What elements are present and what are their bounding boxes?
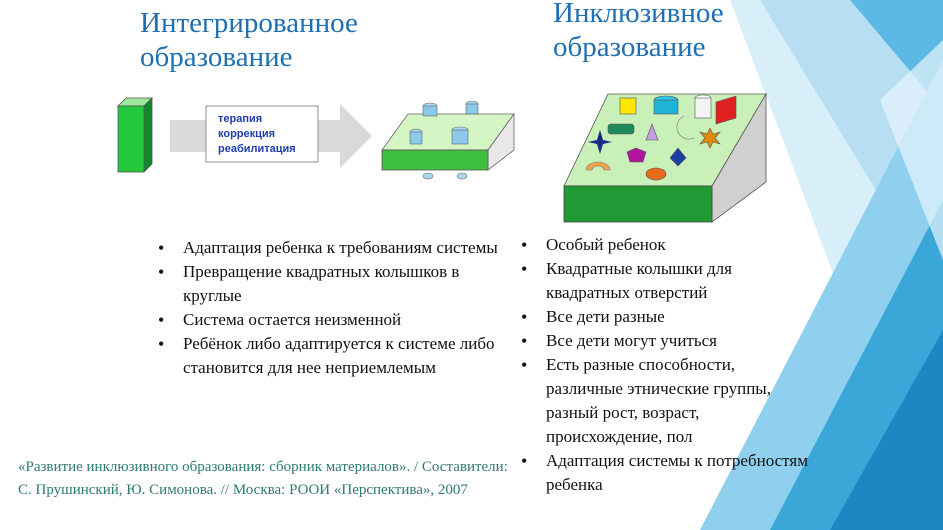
list-item: • Адаптация системы к потребностям ребенка (546, 449, 811, 497)
citation: «Развитие инклюзивного образования: сборник материалов». / Составители: С. Прушинский, Ю. Симонова. // Москва: РООИ «Перспектива», 2007 (18, 459, 508, 498)
list-item: • Есть разные способности, различные этнические группы, разный рост, возраст, происхождение, пол (546, 353, 811, 449)
list-item: • Адаптация ребенка к требованиям системы (183, 236, 513, 260)
green-block-icon (118, 98, 152, 172)
arrow-icon (170, 104, 372, 168)
integrated-diagram (110, 92, 530, 182)
integrated-board-icon (382, 101, 514, 179)
list-item: • Все дети могут учиться (546, 329, 811, 353)
title-integrated: Интегрированное образование (140, 7, 358, 73)
list-item: • Квадратные колышки для квадратных отверстий (546, 257, 811, 305)
inclusive-board-icon (560, 86, 770, 226)
list-item: • Особый ребенок (546, 233, 811, 257)
arrow-line-1: терапия (218, 113, 263, 125)
integrated-bullet-list (183, 236, 513, 380)
inclusive-bullet-list (546, 233, 811, 497)
list-item: • Все дети разные (546, 305, 811, 329)
title-inclusive: Инклюзивное образование (553, 0, 724, 63)
list-item: • Система остается неизменной (183, 308, 513, 332)
arrow-line-3: реабилитация (218, 143, 296, 155)
arrow-line-2: коррекция (218, 128, 276, 140)
list-item: • Превращение квадратных колышков в круглые (183, 260, 513, 308)
list-item: • Ребёнок либо адаптируется к системе либо становится для нее неприемлемым (183, 332, 513, 380)
